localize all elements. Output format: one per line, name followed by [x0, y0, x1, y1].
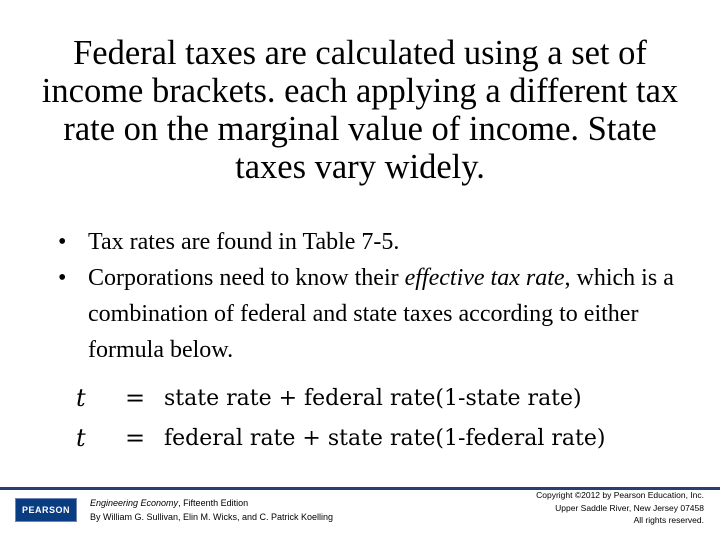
formula-variable: t: [76, 384, 86, 412]
formula-row: [76, 418, 696, 458]
bullet-marker: •: [58, 265, 67, 291]
bullet-list: [58, 224, 698, 368]
bullet-text: Tax rates are found in Table 7-5.: [88, 229, 400, 255]
formula-variable: t: [76, 424, 86, 452]
slide-title: Federal taxes are calculated using a set of income brackets. each applying a different tax rate on the marginal value of income. State taxes vary widely.: [41, 34, 679, 186]
bullet-text-continued: , which is a combination of federal and state taxes according to either formula below.: [88, 265, 674, 363]
bullet-item: [58, 260, 698, 368]
bullet-item: [58, 224, 698, 260]
book-title: Engineering Economy: [90, 498, 179, 508]
pearson-logo: PEARSON: [16, 499, 76, 521]
rights-line: All rights reserved.: [633, 515, 704, 525]
formula-block: [76, 378, 696, 458]
equals-sign: =: [124, 424, 146, 452]
copyright-line: Copyright ©2012 by Pearson Education, Inc.: [536, 490, 704, 500]
effective-tax-rate-term: effective tax rate: [404, 265, 565, 291]
bullet-text: Corporations need to know their: [88, 265, 405, 291]
book-title-line: [90, 496, 333, 510]
formula-expression: state rate + federal rate(1-state rate): [164, 385, 582, 411]
book-edition: , Fifteenth Edition: [178, 498, 249, 508]
formula-row: [76, 378, 696, 418]
book-citation: [90, 496, 333, 524]
copyright-notice: [536, 489, 704, 527]
book-authors: By William G. Sullivan, Elin M. Wicks, and C. Patrick Koelling: [90, 512, 334, 522]
publisher-address: Upper Saddle River, New Jersey 07458: [555, 502, 704, 513]
equals-sign: =: [124, 384, 146, 412]
bullet-marker: •: [58, 229, 67, 255]
formula-expression: federal rate + state rate(1-federal rate): [164, 425, 606, 451]
